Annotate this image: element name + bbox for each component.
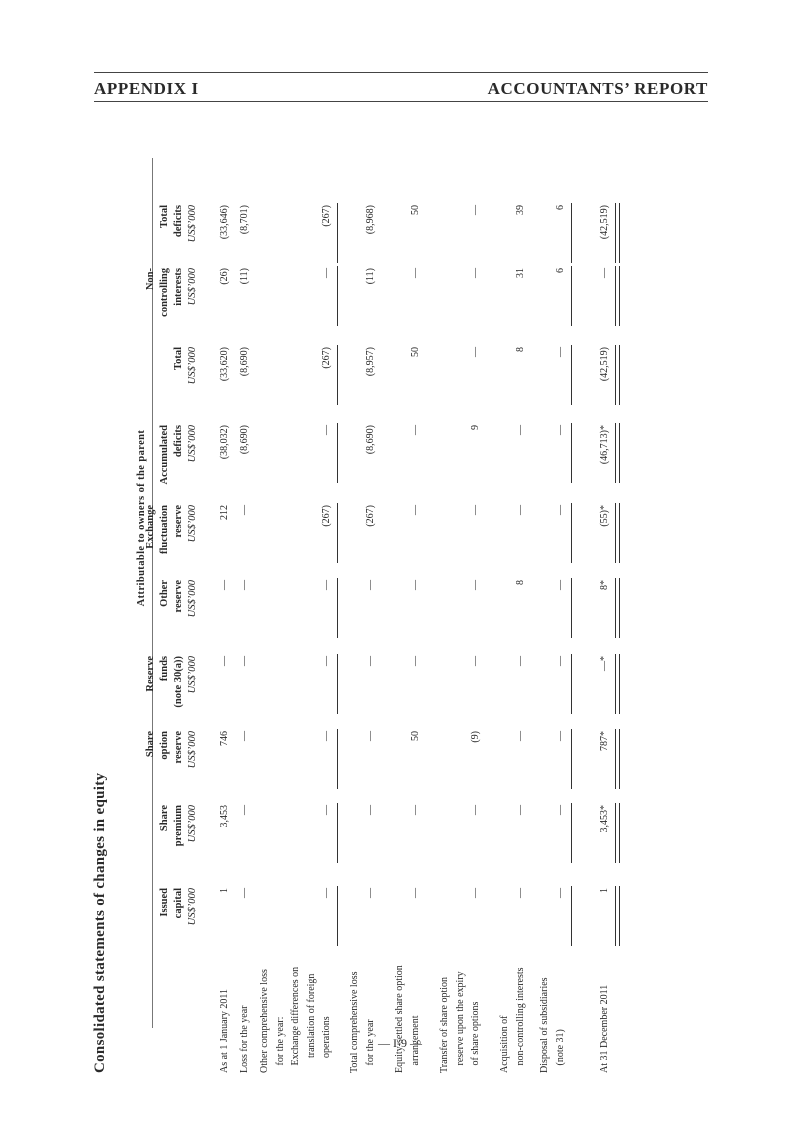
cell-value: — [514, 425, 526, 435]
total-double-rule [615, 266, 620, 326]
column-unit: US$’000 [187, 505, 198, 543]
cell-value: 31 [514, 268, 526, 278]
cell-value: (267) [321, 505, 332, 527]
column-unit: US$’000 [187, 656, 198, 694]
cell-value: 39 [514, 205, 526, 215]
cell-value: 8 [514, 580, 526, 585]
attributable-heading: Attributable to owners of the parent [136, 429, 147, 607]
cell-value: (26) [219, 268, 230, 285]
subtotal-rule [337, 345, 338, 405]
total-double-rule [615, 803, 620, 863]
column-header-0 [158, 888, 200, 978]
subtotal-rule [337, 654, 338, 714]
cell-value: 1 [219, 888, 230, 893]
cell-value: — [409, 505, 421, 515]
cell-value: —* [599, 656, 610, 671]
cell-value: — [514, 805, 526, 815]
column-header-5 [144, 505, 200, 595]
column-header-line: premium [173, 805, 184, 847]
column-header-line: option [159, 731, 170, 760]
page-number: — I-9 — [378, 1036, 422, 1050]
cell-value: — [364, 888, 376, 898]
cell-value: — [239, 505, 250, 515]
column-header-line: Exchange [145, 505, 156, 549]
total-double-rule [615, 729, 620, 789]
cell-value: — [364, 656, 376, 666]
cell-value: 8* [599, 580, 610, 590]
cell-value: 6 [554, 205, 566, 210]
column-header-line: interests [173, 268, 184, 306]
column-header-line: Issued [159, 888, 170, 917]
subtotal-rule [571, 654, 572, 714]
cell-value: 212 [219, 505, 230, 520]
cell-value: (267) [321, 205, 332, 227]
cell-value: — [470, 347, 481, 357]
row-label-line: operations [321, 1016, 332, 1073]
column-header-line: (note 30(a)) [173, 656, 184, 708]
cell-value: — [239, 805, 250, 815]
cell-value: (33,620) [219, 347, 230, 382]
cell-value: — [470, 268, 481, 278]
column-header-line: Total [173, 347, 184, 370]
column-header-6 [158, 425, 200, 515]
cell-value: — [321, 580, 332, 590]
cell-value: 787* [599, 731, 610, 751]
subtotal-rule [571, 266, 572, 326]
row-label-line: of share options [470, 1001, 481, 1073]
row-label-line: non-controlling interests [514, 967, 526, 1073]
subtotal-rule [337, 503, 338, 563]
cell-value: (8,690) [239, 425, 250, 455]
cell-value: (46,713)* [599, 425, 610, 465]
header-report-title: ACCOUNTANTS’ REPORT [487, 79, 708, 98]
cell-value: — [409, 580, 421, 590]
cell-value: — [554, 580, 566, 590]
rotated-equity-table [92, 107, 717, 1073]
cell-value: — [219, 580, 230, 590]
column-unit: US$’000 [187, 805, 198, 843]
cell-value: — [321, 731, 332, 741]
header-top-rule [94, 72, 708, 73]
subtotal-rule [337, 266, 338, 326]
cell-value: — [470, 580, 481, 590]
column-header-line: Accumulated [159, 425, 170, 485]
row-label-line: Transfer of share option [439, 976, 450, 1073]
row-label-line: for the year [364, 1019, 376, 1073]
column-unit: US$’000 [187, 731, 198, 769]
cell-value: (11) [239, 268, 250, 285]
cell-value: (8,690) [239, 347, 250, 377]
cell-value: — [321, 268, 332, 278]
row-label-line: At 31 December 2011 [599, 984, 610, 1073]
cell-value: — [321, 805, 332, 815]
cell-value: (8,690) [364, 425, 376, 455]
cell-value: — [514, 656, 526, 666]
cell-value: 50 [409, 205, 421, 215]
cell-value: — [321, 425, 332, 435]
row-label-line: reserve upon the expiry [454, 971, 466, 1073]
row-label-line: for the year: [274, 1016, 286, 1073]
column-header-line: Reserve [145, 656, 156, 692]
cell-value: — [321, 888, 332, 898]
cell-value: — [554, 425, 566, 435]
cell-value: — [470, 205, 481, 215]
cell-value: — [239, 731, 250, 741]
cell-value: — [554, 731, 566, 741]
subtotal-rule [337, 423, 338, 483]
cell-value: — [239, 656, 250, 666]
row-label-line: Disposal of subsidiaries [539, 977, 550, 1073]
cell-value: — [239, 888, 250, 898]
cell-value: — [321, 656, 332, 666]
column-header-line: capital [173, 888, 184, 919]
column-unit: US$’000 [187, 347, 198, 385]
column-header-line: Non- [145, 268, 156, 291]
subtotal-rule [571, 503, 572, 563]
column-header-9 [158, 205, 200, 295]
header-appendix: APPENDIX I [94, 79, 199, 98]
total-double-rule [615, 578, 620, 638]
column-header-line: controlling [159, 268, 170, 317]
cell-value: (267) [321, 347, 332, 369]
cell-value: — [554, 505, 566, 515]
row-label-line: Equity-settled share option [394, 965, 405, 1073]
column-header-line: fluctuation [159, 505, 170, 555]
subtotal-rule [571, 578, 572, 638]
cell-value: — [470, 656, 481, 666]
row-label-line: (note 31) [554, 1029, 566, 1073]
cell-value: (42,519) [599, 347, 610, 382]
row-label-line: Exchange differences on [290, 966, 301, 1073]
cell-value: — [364, 805, 376, 815]
subtotal-rule [571, 203, 572, 263]
row-label-line: Total comprehensive loss [349, 971, 360, 1073]
cell-value: — [554, 888, 566, 898]
cell-value: (11) [364, 268, 376, 285]
cell-value: — [364, 580, 376, 590]
cell-value: 6 [554, 268, 566, 273]
column-header-line: Total [159, 205, 170, 228]
cell-value: (55)* [599, 505, 610, 527]
subtotal-rule [337, 729, 338, 789]
subtotal-rule [571, 886, 572, 946]
cell-value: — [514, 731, 526, 741]
column-unit: US$’000 [187, 268, 198, 306]
total-double-rule [615, 503, 620, 563]
cell-value: — [470, 505, 481, 515]
cell-value: 8 [514, 347, 526, 352]
subtotal-rule [337, 578, 338, 638]
cell-value: (267) [364, 505, 376, 527]
column-header-line: Other [159, 580, 170, 607]
cell-value: — [409, 888, 421, 898]
row-label-line: Loss for the year [239, 1005, 250, 1073]
cell-value: 50 [409, 347, 421, 357]
cell-value: (33,646) [219, 205, 230, 240]
column-unit: US$’000 [187, 888, 198, 926]
total-double-rule [615, 345, 620, 405]
total-double-rule [615, 423, 620, 483]
header-bottom-rule [94, 101, 708, 102]
cell-value: — [409, 805, 421, 815]
column-header-line: funds [159, 656, 170, 682]
column-unit: US$’000 [187, 205, 198, 243]
cell-value: 1 [599, 888, 610, 893]
cell-value: — [409, 656, 421, 666]
cell-value: 746 [219, 731, 230, 746]
column-header-line: reserve [173, 505, 184, 538]
cell-value: — [599, 268, 610, 278]
cell-value: — [409, 268, 421, 278]
subtotal-rule [571, 345, 572, 405]
cell-value: 3,453 [219, 805, 230, 828]
total-double-rule [615, 886, 620, 946]
subtotal-rule [571, 803, 572, 863]
row-label-line: Acquisition of [499, 1015, 510, 1073]
cell-value: — [554, 805, 566, 815]
cell-value: — [364, 731, 376, 741]
subtotal-rule [337, 803, 338, 863]
cell-value: — [514, 505, 526, 515]
row-label-line: Other comprehensive loss [259, 969, 270, 1073]
cell-value: (8,968) [364, 205, 376, 235]
total-double-rule [615, 654, 620, 714]
cell-value: — [219, 656, 230, 666]
subtotal-rule [571, 729, 572, 789]
cell-value: (9) [470, 731, 481, 743]
cell-value: — [554, 656, 566, 666]
cell-value: — [470, 805, 481, 815]
column-header-line: Share [145, 731, 156, 758]
cell-value: 3,453* [599, 805, 610, 833]
row-label-line: translation of foreign [305, 973, 317, 1073]
column-header-line: deficits [173, 205, 184, 238]
column-header-line: reserve [173, 731, 184, 764]
cell-value: (8,957) [364, 347, 376, 377]
cell-value: — [470, 888, 481, 898]
subtotal-rule [337, 886, 338, 946]
row-label-line: As at 1 January 2011 [219, 988, 230, 1073]
subtotal-rule [571, 423, 572, 483]
total-double-rule [615, 203, 620, 263]
column-header-line: deficits [173, 425, 184, 458]
column-unit: US$’000 [187, 425, 198, 463]
column-header-line: Share [159, 805, 170, 832]
cell-value: — [409, 425, 421, 435]
cell-value: (38,032) [219, 425, 230, 460]
column-header-7 [172, 347, 200, 437]
row-label-line: arrangement [409, 1015, 421, 1073]
cell-value: — [239, 580, 250, 590]
statement-title: Consolidated statements of changes in equity [92, 772, 108, 1073]
column-unit: US$’000 [187, 580, 198, 618]
cell-value: — [514, 888, 526, 898]
cell-value: (8,701) [239, 205, 250, 235]
cell-value: (42,519) [599, 205, 610, 240]
cell-value: — [554, 347, 566, 357]
subtotal-rule [337, 203, 338, 263]
column-header-line: reserve [173, 580, 184, 613]
cell-value: 50 [409, 731, 421, 741]
cell-value: 9 [470, 425, 481, 430]
